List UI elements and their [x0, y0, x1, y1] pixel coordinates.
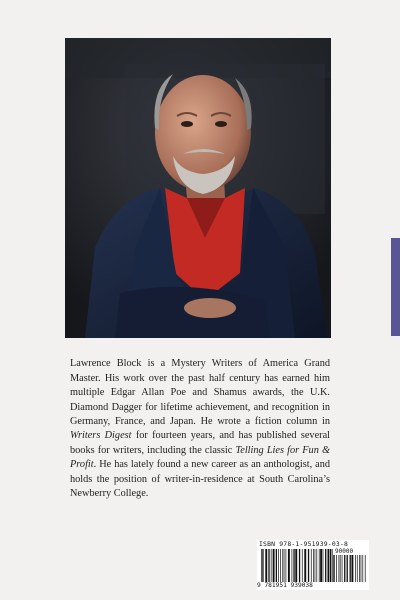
barcode-bar: [359, 555, 360, 582]
barcode-bar: [325, 549, 326, 582]
barcode-bar: [333, 555, 334, 582]
barcode-bar: [276, 549, 277, 582]
isbn-barcode: [257, 540, 369, 590]
barcode-bar: [351, 555, 353, 582]
barcode-bar: [311, 549, 312, 582]
barcode-bar: [334, 555, 335, 582]
barcode-bar: [262, 549, 263, 582]
bio-text-3: . He has lately found a new career as an anthologist, and holds the position of writer-in-residence at South Carolina’s Newberry College.: [70, 459, 330, 499]
barcode-bar: [344, 555, 345, 582]
barcode-bar: [293, 549, 294, 582]
barcode-bar: [339, 555, 340, 582]
barcode-bar: [347, 555, 348, 582]
barcode-bar: [284, 549, 285, 582]
bio-text-2: for fourteen years, and has published several books for writers, including the classic: [70, 430, 331, 456]
barcode-bar: [304, 549, 306, 582]
barcode-bar: [271, 549, 272, 582]
bio-text-1: Lawrence Block is a Mystery Writers of America Grand Master. His work over the past half century has earned him multiple Edgar Allan Poe and Shamus awards, the U.K. Diamond Dagger for lifetime achievement, and recognition in Germany, France, and Japan. He wrote a fiction column in: [70, 358, 330, 427]
barcode-bar: [292, 549, 293, 582]
barcode-bar: [323, 549, 324, 582]
barcode-bar: [350, 555, 351, 582]
barcode-bar: [342, 555, 343, 582]
author-bio: [70, 357, 330, 501]
barcode-bar: [361, 555, 362, 582]
barcode-bar: [295, 549, 297, 582]
barcode-bar: [308, 549, 309, 582]
barcode-bar: [313, 549, 314, 582]
ean-barcode-bars: [261, 549, 333, 582]
magazine-title: Writers Digest: [70, 430, 132, 442]
isbn-label: ISBN 978-1-951939-03-8: [259, 540, 349, 548]
barcode-bar: [299, 549, 300, 582]
barcode-bar: [302, 549, 303, 582]
price-code: 90000: [335, 548, 354, 555]
author-portrait-image: [65, 38, 331, 338]
barcode-bar: [316, 549, 317, 582]
barcode-bar: [273, 549, 275, 582]
barcode-bar: [328, 549, 330, 582]
barcode-bar: [265, 549, 267, 582]
barcode-bar: [261, 549, 262, 582]
barcode-bar: [315, 549, 316, 582]
barcode-bar: [362, 555, 363, 582]
barcode-bar: [355, 555, 356, 582]
barcode-bar: [282, 549, 283, 582]
barcode-bar: [340, 555, 341, 582]
book-title: Telling Lies for Fun & Profit: [70, 444, 330, 471]
barcode-bar: [357, 555, 358, 582]
barcode-bar: [330, 549, 331, 582]
barcode-bar: [278, 549, 279, 582]
addon-barcode-bars: [333, 555, 366, 582]
barcode-bar: [365, 555, 366, 582]
barcode-bar: [319, 549, 320, 582]
side-color-tab: [391, 238, 400, 336]
barcode-bar: [336, 555, 337, 582]
barcode-bar: [320, 549, 322, 582]
barcode-bar: [286, 549, 287, 582]
author-photo: [65, 38, 331, 338]
barcode-bar: [268, 549, 269, 582]
barcode-bar: [288, 549, 290, 582]
barcode-bar: [280, 549, 281, 582]
ean-digits: 9 781951 939038: [257, 582, 313, 589]
